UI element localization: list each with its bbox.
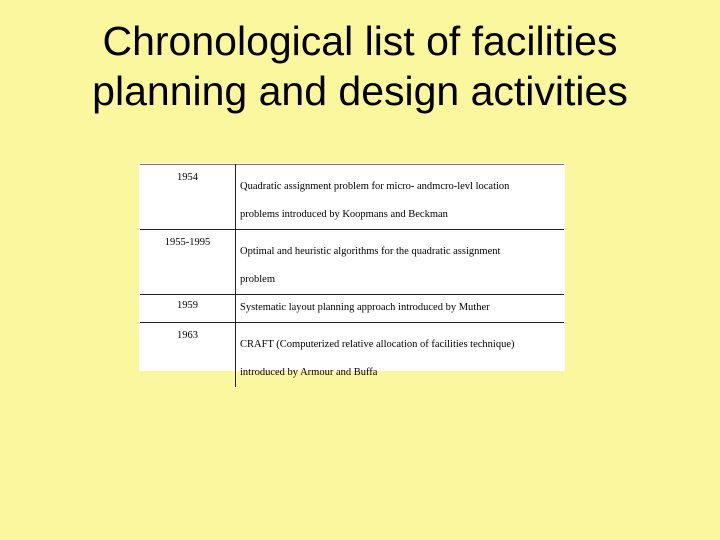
slide-title [0,16,720,116]
description-line: Systematic layout planning approach introduced by Muther [240,302,490,313]
table-row [140,165,564,230]
timeline-table [140,164,564,387]
year-cell [140,165,236,230]
year-text: 1954 [177,172,198,183]
year-cell [140,295,236,323]
description-line: introduced by Armour and Buffa [240,367,378,378]
description-cell [236,295,565,323]
year-text: 1963 [177,330,198,341]
description-cell [236,165,565,230]
title-line-2: planning and design activities [92,68,628,114]
year-text: 1959 [177,300,198,311]
description-line: Quadratic assignment problem for micro- andmcro-levl location [240,181,510,192]
description-cell [236,230,565,295]
description-line: problem [240,274,275,285]
description-line: problems introduced by Koopmans and Beckman [240,209,448,220]
description-line: CRAFT (Computerized relative allocation of facilities technique) [240,339,515,350]
year-cell [140,230,236,295]
title-line-1: Chronological list of facilities [102,18,618,64]
description-line: Optimal and heuristic algorithms for the quadratic assignment [240,246,501,257]
table-row [140,230,564,295]
year-cell [140,323,236,388]
year-text: 1955-1995 [164,237,211,248]
timeline-table-image [139,163,565,378]
table-row [140,323,564,388]
description-cell [236,323,565,388]
table-row [140,295,564,323]
